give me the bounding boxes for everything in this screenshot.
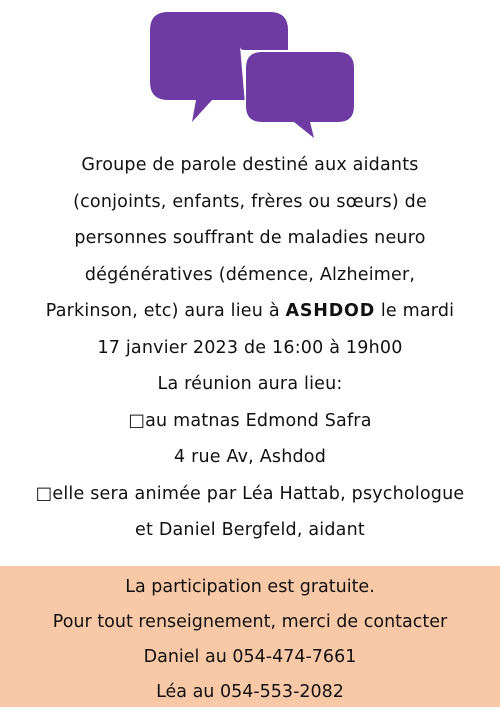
location-heading: La réunion aura lieu:	[157, 374, 343, 394]
event-date: 17 janvier 2023 de 16:00 à 19h00	[97, 337, 403, 358]
announcement-line: Groupe de parole destiné aux aidants	[81, 155, 419, 175]
announcement-line	[0, 293, 500, 330]
contact-footer	[0, 566, 500, 707]
city-name: ASHDOD	[285, 301, 376, 321]
speech-bubbles-icon	[150, 12, 360, 142]
contact-daniel: Daniel au 054-474-7661	[143, 647, 357, 667]
location-venue: □au matnas Edmond Safra	[128, 410, 372, 431]
missing-glyph-icon: □	[35, 483, 53, 504]
contact-lea: Léa au 054-553-2082	[156, 682, 344, 702]
announcement-line: personnes souffrant de maladies neuro	[74, 228, 426, 248]
announcement-line-part: Parkinson, etc) aura lieu à	[45, 301, 286, 321]
announcement-line-part: le mardi	[375, 301, 455, 321]
free-participation-note: La participation est gratuite.	[125, 577, 375, 597]
announcement-line: dégénératives (démence, Alzheimer,	[84, 264, 416, 285]
facilitators: □elle sera animée par Léa Hattab, psychologue	[35, 483, 465, 504]
location-address: 4 rue Av, Ashdod	[173, 447, 327, 467]
contact-intro: Pour tout renseignement, merci de contacter	[52, 612, 448, 632]
facilitators-continued: et Daniel Bergfeld, aidant	[135, 520, 365, 540]
announcement-line: (conjoints, enfants, frères ou sœurs) de	[73, 191, 427, 212]
missing-glyph-icon: □	[128, 410, 146, 431]
front-speech-bubble	[246, 52, 354, 138]
announcement-text	[0, 147, 500, 549]
